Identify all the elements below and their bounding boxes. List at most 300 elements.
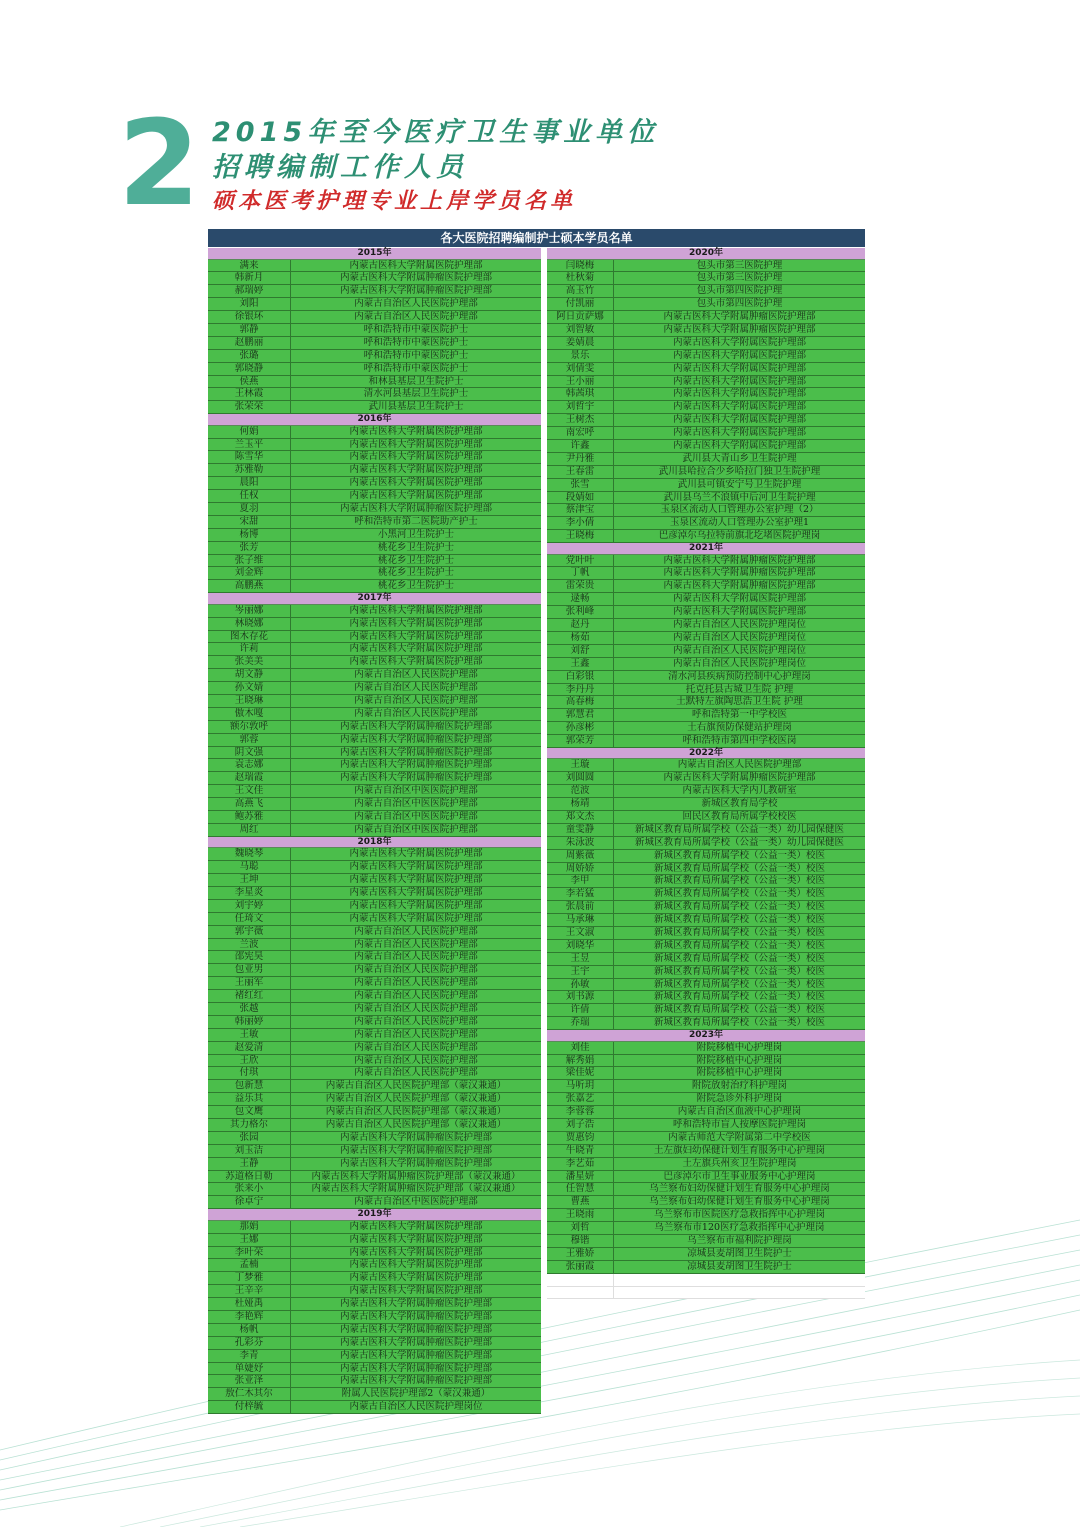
table-row	[208, 1221, 541, 1234]
student-name-cell: 牛晓青	[547, 1145, 614, 1157]
table-row	[547, 645, 865, 658]
table-row	[547, 350, 865, 363]
hospital-cell: 内蒙古医科大学附属医院护理部	[672, 593, 806, 605]
student-name-cell: 刘哲	[547, 1222, 614, 1234]
student-name-cell: 李叶荣	[208, 1247, 291, 1259]
hospital-cell: 新城区教育局所属学校（公益一类）校医	[653, 901, 825, 913]
hospital-cell: 内蒙古医科大学内儿教研室	[682, 785, 797, 797]
hospital-cell: 内蒙古医科大学附属医院护理部	[349, 604, 483, 616]
table-row	[208, 401, 541, 414]
student-name-cell: 胡文静	[208, 669, 291, 681]
student-name-cell: 夏羽	[208, 503, 291, 515]
table-row	[547, 414, 865, 427]
student-name-cell: 郭静	[208, 324, 291, 336]
student-name-cell: 王鑫	[547, 658, 614, 670]
table-row	[547, 1145, 865, 1158]
table-row	[208, 656, 541, 669]
table-row	[547, 1261, 865, 1274]
student-name-cell: 高春梅	[547, 696, 614, 708]
table-row	[208, 1259, 541, 1272]
hospital-cell: 内蒙古自治区血液中心护理岗	[677, 1106, 802, 1118]
hospital-cell: 内蒙古医科大学附属医院护理部	[349, 1233, 483, 1245]
table-row	[547, 1042, 865, 1055]
student-name-cell: 包亚男	[208, 964, 291, 976]
table-row	[208, 516, 541, 529]
year-header-row: 2023年	[547, 1030, 865, 1042]
student-name-cell: 刘金辉	[208, 567, 291, 579]
hospital-cell: 内蒙古医科大学附属肿瘤医院护理部	[339, 1310, 492, 1322]
table-row	[208, 1016, 541, 1029]
hospital-cell: 内蒙古自治区人民医院护理部	[354, 669, 478, 681]
hospital-cell: 乌兰察布市福利院护理岗	[687, 1235, 792, 1247]
student-name-cell: 王辛辛	[208, 1285, 291, 1297]
table-row	[547, 1004, 865, 1017]
student-name-cell: 周紫薇	[547, 850, 614, 862]
hospital-cell: 呼和浩特市中蒙医院护士	[363, 336, 469, 348]
hospital-cell: 内蒙古自治区中医医院护理部	[354, 798, 478, 810]
table-row	[547, 785, 865, 798]
student-name-cell: 刘宇婷	[208, 900, 291, 912]
hospital-cell: 新城区教育局所属学校（公益一类）校医	[653, 991, 825, 1003]
table-row	[547, 260, 865, 273]
student-name-cell: 潘星妍	[547, 1171, 614, 1183]
hospital-cell: 新城区教育局所属学校（公益一类）校医	[653, 965, 825, 977]
hospital-cell: 内蒙古医科大学附属医院护理部	[349, 630, 483, 642]
student-name-cell: 额尔敦呼	[208, 721, 291, 733]
student-name-cell: 解秀娟	[547, 1055, 614, 1067]
hospital-cell: 内蒙古自治区人民医院护理岗位	[672, 631, 806, 643]
hospital-cell: 内蒙古自治区人民医院护理部	[354, 695, 478, 706]
student-name-cell: 梁佳妮	[547, 1067, 614, 1079]
hospital-cell: 内蒙古医科大学附属肿瘤医院护理部	[339, 759, 492, 771]
student-name-cell: 杨茹	[547, 632, 614, 644]
hospital-cell: 内蒙古自治区人民医院护理部	[354, 298, 478, 310]
hospital-cell: 内蒙古自治区人民医院护理部（蒙汉兼通）	[325, 1080, 507, 1092]
student-name-cell: 许鑫	[547, 440, 614, 452]
table-row	[547, 285, 865, 298]
table-row	[547, 1055, 865, 1068]
student-name-cell: 益乐其	[208, 1093, 291, 1105]
student-name-cell: 孙彦彬	[547, 722, 614, 734]
student-name-cell: 高玉竹	[547, 285, 614, 297]
student-name-cell: 尹丹雅	[547, 453, 614, 465]
student-name-cell: 林晓娜	[208, 618, 291, 630]
student-name-cell: 王晓雨	[547, 1209, 614, 1221]
hospital-cell: 呼和浩特市第二医院助产护士	[354, 515, 478, 527]
hospital-cell: 玉泉区流动人口管理办公室护理1	[669, 517, 810, 529]
student-name-cell: 张芳	[208, 542, 291, 554]
student-name-cell: 贾惠钧	[547, 1132, 614, 1144]
hospital-cell: 内蒙古医科大学附属肿瘤医院护理部	[663, 323, 816, 335]
student-name-cell: 宋甜	[208, 516, 291, 528]
hospital-cell: 呼和浩特市盲人按摩医院护理岗	[672, 1119, 806, 1130]
table-row	[547, 1017, 865, 1030]
table-row	[547, 966, 865, 979]
table-row	[547, 466, 865, 479]
hospital-cell: 内蒙古医科大学附属肿瘤医院护理部	[339, 503, 492, 515]
table-row	[547, 953, 865, 966]
table-row	[547, 298, 865, 311]
table-row	[208, 605, 541, 618]
hospital-cell: 内蒙古医科大学附属医院护理部	[672, 414, 806, 426]
table-row	[208, 874, 541, 887]
hospital-cell: 内蒙古医科大学附属医院护理部	[349, 1285, 483, 1297]
table-row	[208, 311, 541, 324]
table-row	[547, 555, 865, 568]
student-name-cell: 李丹丹	[547, 684, 614, 696]
hospital-cell: 内蒙古医科大学附属医院护理部	[672, 606, 806, 618]
table-row	[208, 567, 541, 580]
table-row	[547, 311, 865, 324]
student-name-cell: 刘倩雯	[547, 363, 614, 375]
hospital-cell: 附属人民医院护理部2（蒙汉兼通）	[341, 1388, 491, 1400]
year-header-row: 2021年	[547, 543, 865, 555]
hospital-cell: 内蒙古医科大学附属医院护理部	[672, 336, 806, 348]
table-row	[547, 453, 865, 466]
hospital-cell: 巴彦淖尔乌拉特前旗北圪堵医院护理岗	[658, 530, 821, 542]
table-row	[547, 824, 865, 837]
hospital-cell: 内蒙古自治区人民医院护理部	[354, 977, 478, 989]
student-name-cell: 姜婧晨	[547, 337, 614, 349]
hospital-cell: 土左旗妇幼保健计划生育服务中心护理岗	[653, 1144, 825, 1156]
table-row	[547, 376, 865, 389]
table-row	[547, 619, 865, 632]
student-name-cell: 王小丽	[547, 376, 614, 388]
hospital-cell: 武川县哈拉合少乡哈拉门独卫生院护理	[658, 465, 821, 477]
hospital-cell: 新城区教育局所属学校（公益一类）校医	[653, 1017, 825, 1029]
student-name-cell: 魏晓琴	[208, 848, 291, 860]
hospital-cell: 桃花乡卫生院护士	[377, 567, 454, 579]
table-row	[547, 1171, 865, 1184]
student-name-cell: 任智慧	[547, 1183, 614, 1195]
student-name-cell: 李小倩	[547, 517, 614, 529]
student-name-cell: 王春雷	[547, 466, 614, 478]
table-row	[547, 440, 865, 453]
empty-row	[547, 1274, 865, 1287]
student-name-cell: 邵宪昊	[208, 951, 291, 963]
student-name-cell: 张亚泽	[208, 1375, 291, 1387]
table-row	[547, 363, 865, 376]
table-row	[208, 376, 541, 389]
hospital-cell: 内蒙古医科大学附属医院护理部	[349, 438, 483, 450]
table-row	[547, 504, 865, 517]
student-name-cell: 王娜	[208, 1234, 291, 1246]
hospital-cell: 内蒙古医科大学附属肿瘤医院护理部	[663, 772, 816, 784]
student-name-cell: 许倩	[547, 1004, 614, 1016]
hospital-cell: 内蒙古医科大学附属肿瘤医院护理部	[663, 311, 816, 323]
table-row	[208, 1067, 541, 1080]
student-name-cell: 刘子浩	[547, 1119, 614, 1131]
hospital-cell: 武川县大青山乡卫生院护理	[682, 452, 797, 464]
hospital-cell: 呼和浩特市第四中学校医岗	[682, 735, 797, 747]
hospital-cell: 内蒙古自治区人民医院护理部	[354, 707, 478, 719]
table-row	[208, 1080, 541, 1093]
table-row	[208, 1003, 541, 1016]
table-row	[547, 1248, 865, 1261]
student-name-cell: 张利峰	[547, 606, 614, 618]
student-name-cell: 王欣	[208, 1055, 291, 1067]
hospital-cell: 内蒙古医科大学附属医院护理部	[672, 401, 806, 413]
hospital-cell: 内蒙古自治区人民医院护理部	[354, 311, 478, 323]
student-name-cell: 王昱	[547, 953, 614, 965]
table-row	[547, 324, 865, 337]
table-row	[208, 643, 541, 656]
hospital-cell: 新城区教育局学校	[701, 798, 778, 810]
hospital-cell: 内蒙古医科大学附属肿瘤医院护理部	[339, 1323, 492, 1335]
student-name-cell: 张来小	[208, 1183, 291, 1195]
hospital-cell: 清水河县基层卫生院护士	[363, 388, 469, 400]
table-row	[547, 991, 865, 1004]
table-row	[547, 1132, 865, 1145]
student-name-cell: 包新慧	[208, 1080, 291, 1092]
table-row	[547, 593, 865, 606]
hospital-cell: 内蒙古医科大学附属医院护理部	[349, 886, 483, 898]
hospital-cell: 内蒙古自治区人民医院护理岗位	[672, 644, 806, 656]
hospital-cell: 内蒙古医科大学附属肿瘤医院护理部（蒙汉兼通）	[311, 1170, 521, 1182]
student-name-cell: 兰波	[208, 939, 291, 951]
table-row	[547, 658, 865, 671]
hospital-cell: 内蒙古医科大学附属医院护理部	[349, 490, 483, 502]
hospital-cell: 内蒙古自治区人民医院护理部	[354, 1015, 478, 1027]
table-row	[547, 1209, 865, 1222]
hospital-cell: 新城区教育局所属学校（公益一类）校医	[653, 849, 825, 861]
student-name-cell: 李甲	[547, 875, 614, 887]
table-row	[547, 863, 865, 876]
hospital-cell: 内蒙古医科大学附属医院护理部	[349, 1220, 483, 1232]
student-name-cell: 乔瑞	[547, 1017, 614, 1029]
student-name-cell: 王宇	[547, 966, 614, 978]
table-row	[208, 503, 541, 516]
student-name-cell: 郭宇薇	[208, 926, 291, 938]
hospital-cell: 内蒙古自治区人民医院护理部	[354, 990, 478, 1002]
student-name-cell: 杜秋菊	[547, 272, 614, 284]
table-row	[208, 1388, 541, 1401]
hospital-cell: 内蒙古医科大学附属肿瘤医院护理部	[663, 567, 816, 579]
student-name-cell: 张园	[208, 1132, 291, 1144]
student-name-cell: 郝瑞婷	[208, 285, 291, 297]
hospital-cell: 内蒙古自治区人民医院护理部（蒙汉兼通）	[325, 1119, 507, 1130]
hospital-cell: 内蒙古医科大学附属医院护理部	[349, 617, 483, 629]
student-name-cell: 王雅娇	[547, 1248, 614, 1260]
student-name-cell: 图木存花	[208, 631, 291, 643]
student-name-cell: 张子维	[208, 555, 291, 567]
hospital-cell: 呼和浩特市中蒙医院护士	[363, 362, 469, 374]
hospital-cell: 内蒙古自治区人民医院护理部	[354, 1002, 478, 1014]
right-column-table	[547, 248, 865, 1299]
hospital-cell: 内蒙古医科大学附属肿瘤医院护理部	[339, 1362, 492, 1374]
table-row	[547, 722, 865, 735]
student-name-cell: 张雪	[547, 479, 614, 491]
hospital-cell: 附院移植中心护理岗	[696, 1041, 783, 1053]
table-row	[547, 632, 865, 645]
table-row	[208, 260, 541, 273]
hospital-cell: 内蒙古自治区人民医院护理岗位	[672, 619, 806, 631]
hospital-cell: 内蒙古医科大学附属医院护理部	[672, 439, 806, 451]
student-name-cell: 何娟	[208, 426, 291, 438]
student-name-cell: 逯畅	[547, 593, 614, 605]
table-row	[208, 1132, 541, 1145]
table-row	[208, 529, 541, 542]
table-row	[547, 337, 865, 350]
table-row	[547, 1119, 865, 1132]
table-row	[547, 272, 865, 285]
student-name-cell: 朱泳波	[547, 837, 614, 849]
hospital-cell: 新城区教育局所属学校（公益一类）校医	[653, 927, 825, 939]
student-name-cell: 褚红红	[208, 990, 291, 1002]
student-name-cell: 王林霞	[208, 388, 291, 400]
student-name-cell: 苏道格日勒	[208, 1171, 291, 1183]
hospital-cell: 内蒙古自治区人民医院护理部（蒙汉兼通）	[325, 1106, 507, 1118]
student-name-cell: 那娟	[208, 1221, 291, 1233]
student-name-cell: 许莉	[208, 643, 291, 655]
hospital-cell: 内蒙古自治区人民医院护理部	[354, 951, 478, 963]
table-row	[208, 1350, 541, 1363]
table-row	[547, 492, 865, 505]
student-name-cell: 韩新月	[208, 272, 291, 284]
hospital-cell: 内蒙古自治区人民医院护理部（蒙汉兼通）	[325, 1093, 507, 1105]
student-name-cell: 刘晓华	[547, 940, 614, 952]
hospital-cell: 小黑河卫生院护士	[377, 528, 454, 540]
table-row	[547, 606, 865, 619]
hospital-cell: 内蒙古医科大学附属医院护理部	[349, 464, 483, 476]
student-name-cell: 袁志娜	[208, 759, 291, 771]
hospital-cell: 附院放射治疗科护理岗	[691, 1080, 787, 1092]
student-name-cell: 鲍苏雅	[208, 811, 291, 823]
table-row	[208, 926, 541, 939]
student-name-cell: 郭晓静	[208, 363, 291, 375]
table-row	[547, 759, 865, 772]
table-row	[208, 900, 541, 913]
subtitle-red: 硕本医考护理专业上岸学员名单	[212, 189, 577, 214]
student-name-cell: 付琪	[208, 1067, 291, 1079]
table-row	[208, 695, 541, 708]
student-name-cell: 刘阳	[208, 298, 291, 310]
hospital-cell: 土默特左旗陶思浩卫生院 护理	[676, 696, 803, 708]
hospital-cell: 呼和浩特第一中学校医	[691, 709, 787, 721]
student-name-cell: 周红	[208, 824, 291, 836]
student-name-cell: 王敏	[208, 1029, 291, 1041]
hospital-cell: 桃花乡卫生院护士	[377, 554, 454, 566]
student-name-cell: 赵瑞霞	[208, 772, 291, 784]
hospital-cell: 内蒙古医科大学附属医院护理部	[672, 388, 806, 400]
hospital-cell: 内蒙古自治区人民医院护理部	[354, 1028, 478, 1040]
student-name-cell: 张嘉艺	[547, 1093, 614, 1105]
hospital-cell: 新城区教育局所属学校（公益一类）校医	[653, 875, 825, 887]
table-row	[208, 1285, 541, 1298]
student-name-cell: 王晓琳	[208, 695, 291, 707]
table-row	[547, 914, 865, 927]
table-row	[208, 1029, 541, 1042]
table-row	[547, 580, 865, 593]
table-row	[208, 1401, 541, 1414]
hospital-cell: 内蒙古自治区人民医院护理部	[354, 682, 478, 694]
table-row	[208, 1196, 541, 1209]
student-name-cell: 陈雪华	[208, 451, 291, 463]
student-name-cell: 雷荣贵	[547, 580, 614, 592]
table-row	[208, 1171, 541, 1184]
table-row	[547, 1196, 865, 1209]
table-row	[208, 1145, 541, 1158]
table-row	[547, 979, 865, 992]
table-row	[547, 479, 865, 492]
student-name-cell: 张越	[208, 1003, 291, 1015]
student-name-cell: 傲木嘎	[208, 708, 291, 720]
hospital-cell: 新城区教育局所属学校（公益一类）校医	[653, 888, 825, 900]
table-row	[208, 1055, 541, 1068]
student-name-cell: 王璇	[547, 759, 614, 771]
student-name-cell: 穆锴	[547, 1235, 614, 1247]
hospital-cell: 内蒙古医科大学附属医院护理部	[672, 375, 806, 387]
hospital-cell: 新城区教育局所属学校（公益一类）校医	[653, 978, 825, 990]
table-title: 各大医院招聘编制护士硕本学员名单	[208, 229, 865, 247]
student-name-cell: 王树杰	[547, 414, 614, 426]
student-name-cell: 李若猛	[547, 888, 614, 900]
table-row	[208, 631, 541, 644]
table-row	[208, 555, 541, 568]
student-name-cell: 赵丹	[547, 619, 614, 631]
student-name-cell: 杨博	[208, 529, 291, 541]
student-name-cell: 韩丽婷	[208, 1016, 291, 1028]
student-name-cell: 阿日贡萨娜	[547, 311, 614, 323]
hospital-cell: 内蒙古医科大学附属肿瘤医院护理部（蒙汉兼通）	[311, 1183, 521, 1195]
table-row	[208, 1324, 541, 1337]
student-name-cell: 张丽霞	[547, 1261, 614, 1273]
table-row	[547, 940, 865, 953]
title-line-1: 2015年至今医疗卫生事业单位	[212, 117, 660, 148]
student-name-cell: 侯燕	[208, 376, 291, 388]
table-row	[547, 696, 865, 709]
student-name-cell: 高鹏燕	[208, 580, 291, 592]
hospital-cell: 内蒙古医科大学附属肿瘤医院护理部	[339, 1298, 492, 1310]
table-row	[547, 811, 865, 824]
hospital-cell: 内蒙古医科大学附属医院护理部	[349, 643, 483, 655]
student-name-cell: 其力格尔	[208, 1119, 291, 1131]
table-row	[208, 861, 541, 874]
student-name-cell: 曹燕	[547, 1196, 614, 1208]
table-row	[208, 811, 541, 824]
student-name-cell: 李星炎	[208, 887, 291, 899]
student-name-cell: 兰玉平	[208, 439, 291, 451]
table-row	[208, 1337, 541, 1350]
student-name-cell: 岑丽娜	[208, 605, 291, 617]
table-row	[547, 671, 865, 684]
hospital-cell: 武川县基层卫生院护士	[368, 401, 464, 413]
table-row	[208, 542, 541, 555]
year-header-row: 2018年	[208, 837, 541, 849]
student-name-cell: 杨帆	[208, 1324, 291, 1336]
student-name-cell: 单婕妤	[208, 1363, 291, 1375]
table-row	[208, 721, 541, 734]
hospital-cell: 内蒙古医科大学附属肿瘤医院护理部	[339, 1375, 492, 1387]
table-row	[208, 1183, 541, 1196]
student-name-cell: 王文淑	[547, 927, 614, 939]
hospital-cell: 土左旗兵州亥卫生院护理岗	[682, 1157, 797, 1169]
table-row	[208, 708, 541, 721]
student-name-cell: 阴文强	[208, 747, 291, 759]
hospital-cell: 内蒙古师范大学附属第二中学校医	[668, 1131, 811, 1143]
table-row	[208, 464, 541, 477]
student-name-cell: 韩茜琪	[547, 388, 614, 400]
table-row	[547, 517, 865, 530]
hospital-cell: 回民区教育局所属学校校医	[682, 811, 797, 823]
hospital-cell: 内蒙古医科大学附属肿瘤医院护理部	[339, 733, 492, 745]
table-row	[547, 850, 865, 863]
hospital-cell: 乌兰察布市医院医疗急救指挥中心护理岗	[653, 1209, 825, 1221]
hospital-cell: 乌兰察布妇幼保健计划生育服务中心护理岗	[649, 1196, 830, 1208]
left-column-table	[208, 248, 541, 1414]
hospital-cell: 内蒙古医科大学附属肿瘤医院护理部	[339, 772, 492, 784]
year-header-row: 2022年	[547, 748, 865, 760]
